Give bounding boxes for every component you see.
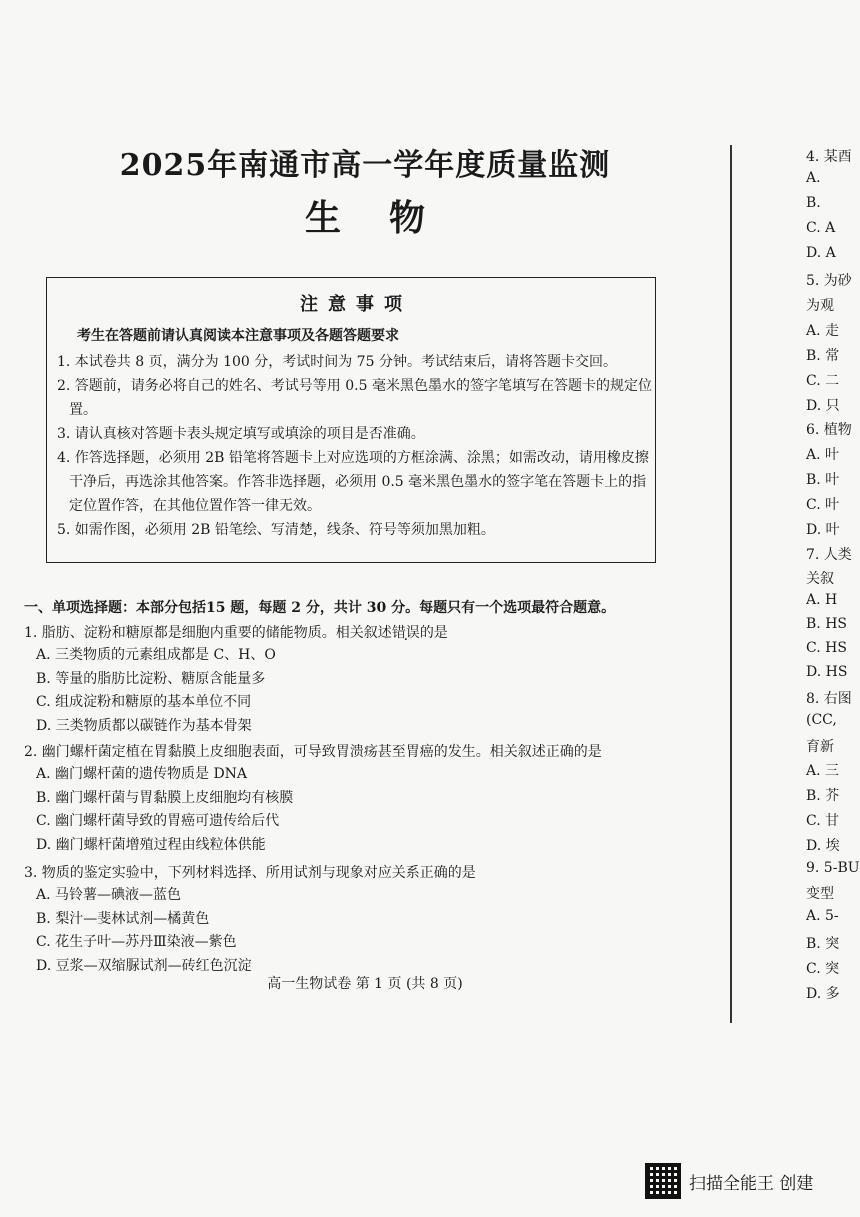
- option-c: C. 幽门螺杆菌导致的胃癌可遗传给后代: [36, 813, 280, 829]
- option-d: D. 豆浆—双缩脲试剂—砖红色沉淀: [36, 957, 252, 974]
- emphasis-word: 错误: [391, 625, 420, 641]
- cutoff-line: (CC,: [806, 712, 837, 728]
- right-column-cutoff: [806, 140, 860, 1020]
- option-a: A. 三类物质的元素组成都是 C、H、O: [36, 647, 276, 663]
- option-d: D. 幽门螺杆菌增殖过程由线粒体供能: [36, 836, 266, 853]
- notice-item: 5. 如需作图，必须用 2B 铅笔绘、写清楚，线条、符号等须加黑加粗。: [57, 522, 495, 538]
- cutoff-line: C. 二: [806, 373, 840, 389]
- option-a: A. 幽门螺杆菌的遗传物质是 DNA: [36, 766, 248, 782]
- subject-title: 生物: [304, 197, 473, 239]
- section-heading: 一、单项选择题：本部分包括15 题，每题 2 分，共计 30 分。每题只有一个选项最符合题意。: [24, 600, 616, 616]
- question-stem: 3. 物质的鉴定实验中，下列材料选择、所用试剂与现象对应关系正确的是: [24, 865, 476, 881]
- watermark-text: 扫描全能王 创建: [689, 1173, 814, 1194]
- notice-intro: 考生在答题前请认真阅读本注意事项及各题答题要求: [77, 328, 399, 344]
- cutoff-line: D. 只: [806, 398, 840, 414]
- question-stem: 2. 幽门螺杆菌定植在胃黏膜上皮细胞表面，可导致胃溃疡甚至胃癌的发生。相关叙述正确的是: [24, 744, 602, 760]
- column-divider: [730, 145, 732, 1023]
- qr-code-icon: [645, 1163, 681, 1199]
- cutoff-line: B.: [806, 195, 821, 211]
- option-a: A. 马铃薯—碘液—蓝色: [36, 887, 182, 903]
- cutoff-line: 7. 人类: [806, 547, 852, 563]
- cutoff-line: A. 三: [806, 763, 840, 779]
- cutoff-line: 6. 植物: [806, 422, 852, 438]
- question-1: [24, 622, 644, 738]
- cutoff-line: D. A: [806, 245, 836, 261]
- notice-item: 4. 作答选择题，必须用 2B 铅笔将答题卡上对应选项的方框涂满、涂黑；如需改动，请用橡皮擦干净后，再选涂其他答案。作答非选择题，必须用 0.5 毫米黑色墨水的签字笔在答题卡上的指定位置作答，在其他位置作答一律无效。: [57, 450, 649, 514]
- cutoff-line: 关叙: [806, 571, 834, 587]
- cutoff-line: D. HS: [806, 664, 848, 680]
- option-c: C. 组成淀粉和糖原的基本单位不同: [36, 694, 252, 710]
- option-c: C. 花生子叶—苏丹Ⅲ染液—紫色: [36, 934, 237, 950]
- notice-heading: 注意事项: [300, 294, 412, 315]
- notice-item: 2. 答题前，请务必将自己的姓名、考试号等用 0.5 毫米黑色墨水的签字笔填写在答题卡的规定位置。: [57, 378, 652, 418]
- option-d: D. 三类物质都以碳链作为基本骨架: [36, 717, 252, 734]
- notice-item: 1. 本试卷共 8 页，满分为 100 分，考试时间为 75 分钟。考试结束后，请将答题卡交回。: [57, 354, 617, 370]
- cutoff-line: D. 多: [806, 986, 840, 1002]
- cutoff-line: 4. 某酉: [806, 149, 852, 165]
- cutoff-line: C. HS: [806, 640, 847, 656]
- notice-item: 3. 请认真核对答题卡表头规定填写或填涂的项目是否准确。: [57, 426, 425, 442]
- cutoff-line: C. 叶: [806, 497, 840, 513]
- scanner-watermark: [645, 1163, 813, 1199]
- cutoff-line: D. 埃: [806, 838, 840, 854]
- cutoff-line: 9. 5-BU: [806, 860, 860, 876]
- page-footer: 高一生物试卷 第 1 页 (共 8 页): [267, 976, 463, 992]
- cutoff-line: B. 芥: [806, 788, 840, 804]
- cutoff-line: A.: [806, 170, 821, 186]
- cutoff-line: A. H: [806, 592, 838, 608]
- cutoff-line: C. 突: [806, 961, 840, 977]
- cutoff-line: A. 叶: [806, 447, 840, 463]
- cutoff-line: C. A: [806, 220, 836, 236]
- exam-title: 2025年南通市高一学年度质量监测: [119, 148, 611, 183]
- cutoff-line: 8. 右图: [806, 691, 852, 707]
- option-b: B. 梨汁—斐林试剂—橘黄色: [36, 910, 210, 927]
- cutoff-line: B. 常: [806, 348, 840, 364]
- cutoff-line: A. 5-: [806, 908, 839, 924]
- cutoff-line: B. HS: [806, 616, 847, 632]
- cutoff-line: B. 突: [806, 936, 840, 952]
- cutoff-line: 为观: [806, 298, 834, 314]
- cutoff-line: C. 甘: [806, 813, 840, 829]
- option-b: B. 等量的脂肪比淀粉、糖原含能量多: [36, 670, 266, 687]
- question-3: [24, 862, 644, 978]
- cutoff-line: 变型: [806, 886, 834, 902]
- cutoff-line: A. 走: [806, 323, 840, 339]
- cutoff-line: 育新: [806, 739, 834, 755]
- cutoff-line: 5. 为砂: [806, 273, 852, 289]
- question-stem: 1. 脂肪、淀粉和糖原都是细胞内重要的储能物质。相关叙述错误的是: [24, 625, 448, 641]
- option-b: B. 幽门螺杆菌与胃黏膜上皮细胞均有核膜: [36, 789, 294, 806]
- cutoff-line: D. 叶: [806, 522, 840, 538]
- cutoff-line: B. 叶: [806, 472, 840, 488]
- question-2: [24, 741, 644, 857]
- notice-box: [46, 277, 656, 563]
- notice-list: [57, 350, 652, 542]
